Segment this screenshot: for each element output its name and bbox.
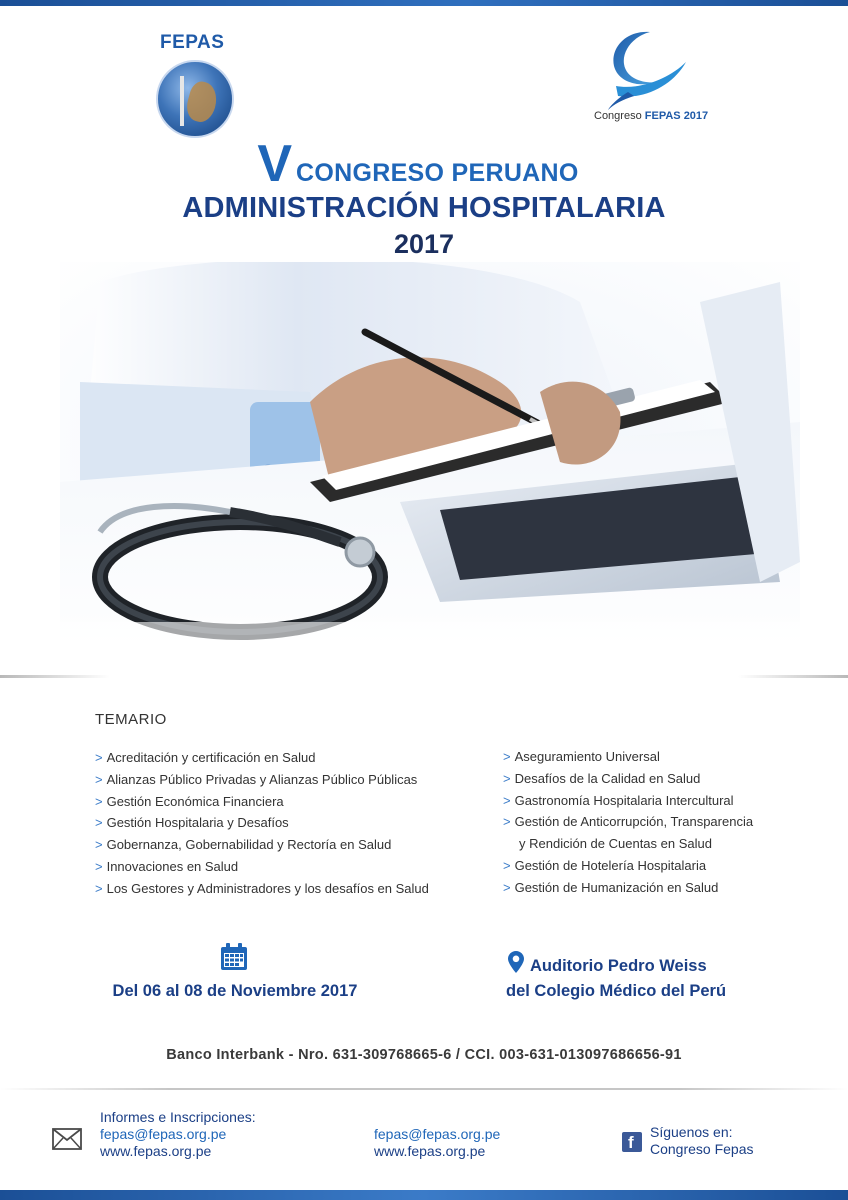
section-divider-left [0, 675, 110, 678]
page-title [0, 135, 848, 260]
chevron-right-icon: > [503, 879, 511, 895]
contact-info [100, 1109, 256, 1160]
temario-heading: TEMARIO [95, 711, 167, 728]
congreso-logo-prefix: Congreso [594, 110, 642, 122]
chevron-right-icon: > [503, 749, 511, 764]
section-divider-right [738, 675, 848, 678]
topic-label: Desafíos de la Calidad en Salud [514, 770, 701, 786]
topic-label: Gestión de Anticorrupción, Transparencia [514, 814, 754, 830]
map-pin-icon [508, 951, 524, 973]
bank-account-info: Banco Interbank - Nro. 631-309768665-6 / CCI. 003-631-013097686656-91 [166, 1047, 682, 1063]
topic-label: Innovaciones en Salud [106, 858, 239, 874]
envelope-icon [52, 1128, 82, 1150]
contact-email-link[interactable]: fepas@fepas.org.pe [100, 1126, 227, 1142]
topic-item [503, 877, 753, 899]
topic-item [503, 811, 753, 833]
chevron-right-icon: > [95, 837, 103, 853]
chevron-right-icon: > [503, 814, 511, 830]
title-line1 [0, 135, 848, 193]
chevron-right-icon: > [503, 792, 511, 808]
chevron-right-icon: > [95, 858, 103, 874]
topic-item [503, 768, 753, 790]
title-numeral: V [257, 135, 293, 193]
globe-emblem-icon [156, 60, 234, 138]
topics-list-left [95, 747, 429, 900]
secondary-email-link[interactable]: fepas@fepas.org.pe [374, 1126, 501, 1142]
contact-website-link[interactable]: www.fepas.org.pe [100, 1143, 212, 1159]
topic-item [95, 769, 429, 791]
chevron-right-icon: > [95, 815, 103, 831]
congreso-logo-year: 2017 [683, 110, 709, 122]
topic-label: Los Gestores y Administradores y los desafíos en Salud [106, 880, 429, 896]
topic-item [95, 791, 429, 813]
event-dates: Del 06 al 08 de Noviembre 2017 [112, 982, 358, 1000]
footer-divider [0, 1088, 848, 1090]
topic-label: Gastronomía Hospitalaria Intercultural [514, 792, 734, 808]
title-congreso-peruano: CONGRESO PERUANO [296, 159, 579, 187]
congreso-fepas-logo [588, 26, 718, 126]
contact-heading: Informes e Inscripciones: [100, 1109, 256, 1125]
topic-label: Aseguramiento Universal [514, 749, 660, 764]
topic-item [503, 790, 753, 812]
calendar-icon [219, 942, 249, 972]
chevron-right-icon: > [95, 750, 103, 765]
title-administracion: ADMINISTRACIÓN HOSPITALARIA [182, 192, 666, 224]
topics-list-right [503, 746, 753, 899]
social-page-link[interactable]: Congreso Fepas [650, 1141, 754, 1157]
topic-item-continuation [503, 833, 753, 855]
facebook-icon[interactable]: f [622, 1132, 642, 1152]
topic-label: y Rendición de Cuentas en Salud [519, 836, 712, 852]
topic-label: Alianzas Público Privadas y Alianzas Público Públicas [106, 771, 418, 787]
doctor-desk-photo [60, 262, 800, 670]
topic-label: Gestión Hospitalaria y Desafíos [106, 815, 289, 831]
topic-label: Gobernanza, Gobernabilidad y Rectoría en Salud [106, 837, 392, 853]
topic-item [95, 856, 429, 878]
chevron-right-icon: > [95, 880, 103, 896]
topic-item [95, 747, 429, 769]
secondary-website-link[interactable]: www.fepas.org.pe [374, 1143, 486, 1159]
fepas-logo-word: FEPAS [160, 32, 225, 53]
social-info [650, 1124, 754, 1158]
topic-label: Gestión Económica Financiera [106, 793, 284, 809]
chevron-right-icon: > [503, 770, 511, 786]
venue-institution: del Colegio Médico del Perú [506, 982, 727, 1000]
fepas-logo [150, 30, 242, 138]
bottom-accent-bar [0, 1190, 848, 1200]
congreso-logo-brand: FEPAS [644, 110, 681, 122]
contact-info-secondary [374, 1126, 500, 1160]
social-label: Síguenos en: [650, 1124, 733, 1140]
chevron-right-icon: > [95, 771, 103, 787]
topic-label: Gestión de Hotelería Hospitalaria [514, 857, 707, 873]
chevron-right-icon: > [95, 793, 103, 809]
topic-item [95, 812, 429, 834]
topic-label: Acreditación y certificación en Salud [106, 750, 316, 765]
top-accent-bar [0, 0, 848, 6]
chevron-right-icon: > [503, 857, 511, 873]
swoosh-logo-icon [588, 26, 698, 110]
congreso-logo-caption [594, 110, 708, 122]
topic-item [95, 834, 429, 856]
topic-item [95, 878, 429, 900]
title-year: 2017 [393, 229, 455, 259]
topic-item [503, 746, 753, 768]
topic-item [503, 855, 753, 877]
topic-label: Gestión de Humanización en Salud [514, 879, 719, 895]
venue-name: Auditorio Pedro Weiss [530, 957, 707, 975]
